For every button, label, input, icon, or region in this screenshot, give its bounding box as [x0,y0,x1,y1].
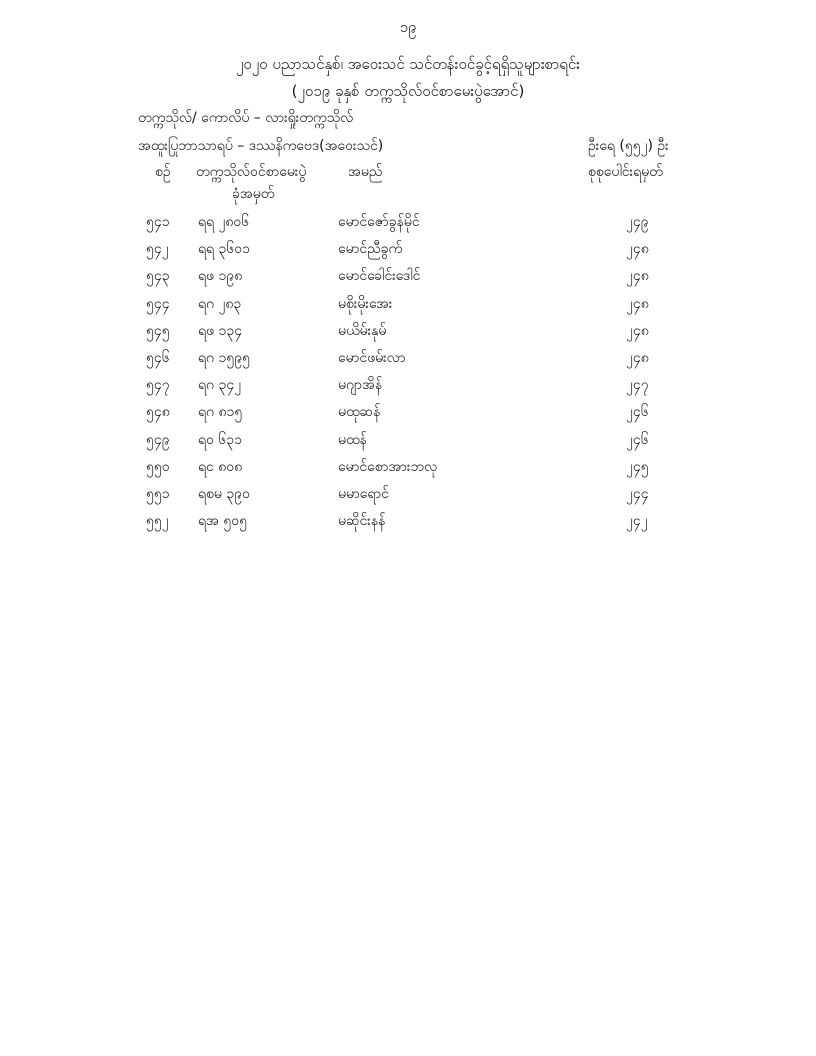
total-score: ၂၄၈ [626,349,649,366]
total-score: ၂၄၆ [626,431,649,448]
serial-number: ၅၄၆ [146,349,170,366]
header-roll-line2: ခုံအမှတ် [232,186,275,202]
table-row [0,321,816,348]
total-score: ၂၄၆ [626,404,649,421]
table-row [0,239,816,266]
university-label: တက္ကသိုလ်/ ကောလိပ် – လားရှိုးတက္ကသိုလ် [138,110,354,126]
header-name: အမည် [348,164,383,180]
student-name: မထန် [338,431,367,448]
student-name: မောင်ညီခွက် [338,241,403,258]
table-row [0,402,816,429]
total-score: ၂၄၈ [626,241,649,258]
table-row [0,430,816,457]
student-name: မောင်ဖမ်းလာ [338,349,406,366]
table-row [0,375,816,402]
student-list [0,212,816,538]
serial-number: ၅၄၅ [146,322,170,339]
roll-number: ရရ ၃၆၀၁ [198,241,251,258]
roll-number: ရဂ ၁၅၉၅ [198,349,250,366]
roll-number: ရဖ ၁၉၈ [198,268,243,285]
serial-number: ၅၄၃ [146,268,170,285]
page-number: ၁၉ [399,18,417,36]
roll-number: ရဂ ၃၄၂ [198,377,242,394]
serial-number: ၅၄၉ [146,431,170,448]
total-score: ၂၄၂ [626,513,648,530]
total-score: ၂၄၈ [626,295,649,312]
table-row [0,294,816,321]
serial-number: ၅၅၂ [146,513,169,530]
total-score: ၂၄၅ [626,458,649,475]
serial-number: ၅၄၁ [146,214,170,230]
serial-number: ၅၅၀ [146,458,170,475]
student-name: မဂျာအိန် [338,377,383,394]
table-row [0,266,816,293]
table-row [0,348,816,375]
header-score: စုစုပေါင်းရမှတ် [588,164,663,180]
student-name: မဆိုင်းနန် [338,513,386,530]
table-row [0,484,816,511]
serial-number: ၅၅၁ [146,485,170,502]
student-name: မယိမ်းနုမ် [338,322,387,339]
serial-number: ၅၄၈ [146,404,170,421]
total-score: ၂၄၄ [626,485,649,502]
serial-number: ၅၄၂ [146,241,169,258]
total-score: ၂၄၇ [626,377,649,394]
total-count: ဦးရေ (၅၅၂) ဦး [588,138,669,154]
student-name: မောင်စောအားဘလု [338,458,438,475]
document-title: ၂၀၂၀ ပညာသင်နှစ်၊ အဝေးသင် သင်တန်းဝင်ခွင့်ရရှိသူများစာရင်း [236,55,580,73]
serial-number: ၅၄၇ [146,377,170,394]
roll-number: ရစမ ၃၉၀ [198,485,250,502]
major-label: အထူးပြုဘာသာရပ် – ဒဿနိကဗေဒ(အဝေးသင်) [138,138,384,154]
student-name: မစိုးမိုးအေး [338,295,393,312]
roll-number: ရဂ ၂၈၃ [198,295,242,312]
header-serial: စဉ် [155,164,171,180]
student-name: မထုဆန် [338,404,381,421]
document-subtitle: (၂၀၁၉ ခုနှစ် တက္ကသိုလ်ဝင်စာမေးပွဲအောင်) [291,82,525,100]
roll-number: ရရ ၂၈၀၆ [198,214,250,230]
roll-number: ရင ၈၀၈ [198,458,243,475]
roll-number: ရဖ ၁၃၄ [198,322,243,339]
student-name: မောင်ဇော်ခွန်မိုင် [338,214,420,230]
total-score: ၂၄၈ [626,268,649,285]
roll-number: ရအ ၅၀၅ [198,513,247,530]
table-row [0,212,816,239]
student-name: မောင်ခေါင်းဒေါင် [338,268,421,285]
roll-number: ရဂ ၈၁၅ [198,404,243,421]
header-roll-line1: တက္ကသိုလ်ဝင်စာမေးပွဲ [196,164,307,180]
roll-number: ရဝ ၆၃၁ [198,431,242,448]
total-score: ၂၄၉ [626,214,649,230]
table-row [0,511,816,538]
student-name: မမာရောင် [338,485,389,502]
serial-number: ၅၄၄ [146,295,170,312]
table-row [0,457,816,484]
total-score: ၂၄၈ [626,322,649,339]
